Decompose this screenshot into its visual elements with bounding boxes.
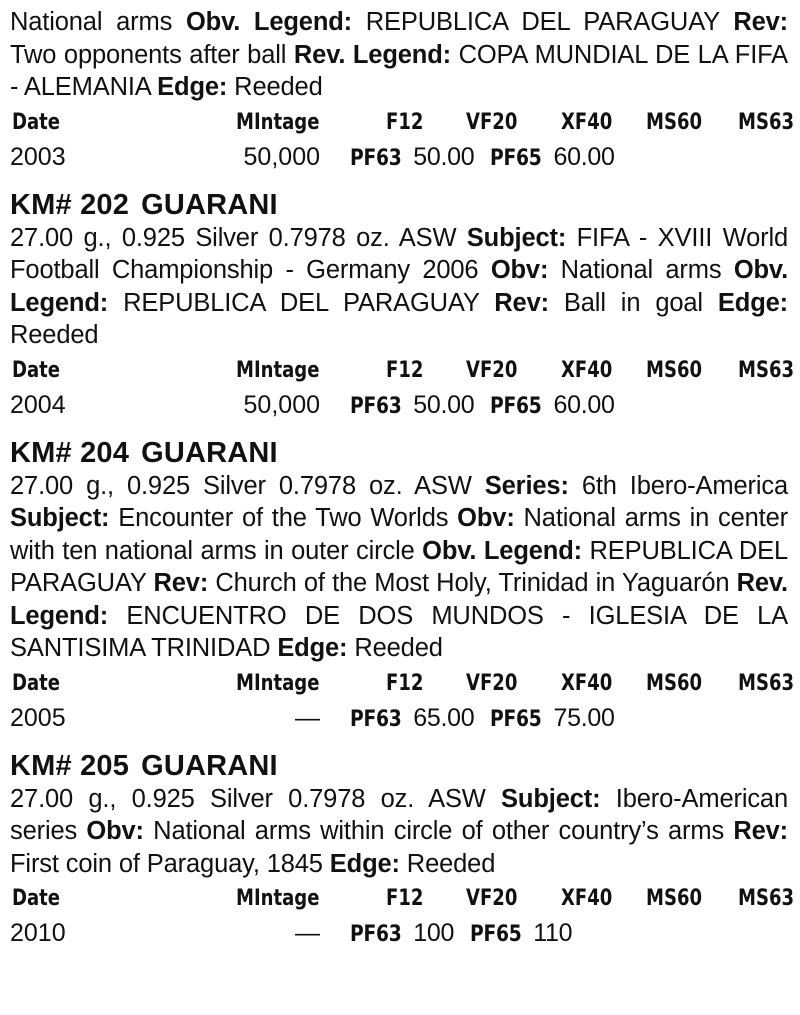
mintage-table bbox=[10, 354, 795, 422]
header-ms63: MS63 bbox=[738, 670, 795, 696]
entry-description bbox=[10, 783, 788, 881]
mintage-table bbox=[10, 667, 795, 735]
row-date: 2004 bbox=[10, 390, 66, 419]
pf65-value: 60.00 bbox=[553, 390, 615, 419]
field-label: Rev: bbox=[733, 8, 788, 36]
field-label: Obv. Legend: bbox=[422, 536, 582, 565]
pf63-label: PF63 bbox=[350, 393, 402, 419]
header-date: Date bbox=[12, 670, 61, 696]
field-label: Rev: bbox=[733, 817, 788, 845]
field-label: Subject: bbox=[501, 784, 601, 813]
pf63-value: 50.00 bbox=[413, 142, 475, 171]
field-text: FIFA - XVIII World Football Championship - Germany 2006 bbox=[10, 223, 788, 284]
entry-description bbox=[10, 6, 788, 104]
row-proof-prices bbox=[350, 918, 572, 950]
field-label: Rev: bbox=[153, 569, 209, 597]
field-label: Obv: bbox=[457, 504, 515, 532]
header-ms60: MS60 bbox=[646, 109, 703, 135]
field-label: Rev: bbox=[494, 288, 549, 317]
field-text: REPUBLICA DEL PARAGUAY bbox=[108, 288, 495, 317]
entry-description bbox=[10, 470, 788, 665]
entry-description bbox=[10, 222, 788, 352]
field-text: 27.00 g., 0.925 Silver 0.7978 oz. ASW bbox=[10, 223, 467, 252]
field-text: National arms bbox=[10, 8, 186, 36]
header-xf40: XF40 bbox=[561, 670, 613, 696]
pf63-label: PF63 bbox=[350, 706, 402, 732]
field-text: Ball in goal bbox=[548, 288, 718, 317]
field-text: ENCUENTRO DE DOS MUNDOS - IGLESIA DE LA SANTISIMA TRINIDAD bbox=[10, 601, 788, 662]
catalog-entry-km-204 bbox=[10, 436, 795, 735]
entry-km-number: KM# 204 bbox=[10, 436, 130, 469]
field-text: Reeded bbox=[399, 849, 496, 878]
field-label: Edge: bbox=[277, 634, 348, 662]
pf65-label: PF65 bbox=[490, 706, 542, 732]
pf63-value: 65.00 bbox=[413, 703, 475, 732]
row-mintage: 50,000 bbox=[243, 390, 320, 419]
header-f12: F12 bbox=[386, 670, 424, 696]
field-text: Ibero-American series bbox=[10, 784, 788, 845]
entry-title bbox=[10, 436, 788, 470]
field-text: First coin of Paraguay, 1845 bbox=[10, 849, 330, 878]
header-xf40: XF40 bbox=[561, 109, 613, 135]
pf65-value: 110 bbox=[533, 919, 573, 947]
header-xf40: XF40 bbox=[561, 357, 613, 383]
header-f12: F12 bbox=[386, 109, 424, 135]
field-text: National arms bbox=[548, 256, 734, 284]
row-date: 2005 bbox=[10, 703, 66, 732]
field-text: COPA MUNDIAL DE LA FIFA - ALEMANIA bbox=[10, 40, 789, 101]
row-date: 2003 bbox=[10, 142, 66, 171]
header-vf20: VF20 bbox=[466, 357, 518, 383]
field-label: Obv: bbox=[86, 817, 144, 845]
field-text: REPUBLICA DEL PARAGUAY bbox=[10, 536, 788, 597]
header-mintage: MIntage bbox=[236, 886, 320, 911]
pf65-label: PF65 bbox=[490, 145, 542, 171]
field-label: Obv. Legend: bbox=[10, 256, 788, 317]
row-mintage: 50,000 bbox=[243, 142, 320, 171]
header-date: Date bbox=[12, 886, 61, 911]
header-xf40: XF40 bbox=[561, 886, 613, 911]
row-proof-prices bbox=[350, 703, 615, 735]
pf63-label: PF63 bbox=[350, 922, 402, 947]
pf65-value: 75.00 bbox=[553, 703, 615, 732]
field-label: Obv: bbox=[490, 256, 549, 284]
pf63-label: PF63 bbox=[350, 145, 402, 171]
row-proof-prices bbox=[350, 142, 615, 174]
field-label: Edge: bbox=[717, 288, 788, 317]
header-ms63: MS63 bbox=[738, 109, 795, 135]
field-label: Rev. Legend: bbox=[293, 40, 451, 69]
field-text: REPUBLICA DEL PARAGUAY bbox=[352, 8, 734, 36]
field-label: Edge: bbox=[157, 73, 228, 101]
field-label: Subject: bbox=[466, 223, 567, 252]
header-ms63: MS63 bbox=[738, 886, 795, 911]
row-mintage: — bbox=[295, 703, 320, 732]
field-text: Reeded bbox=[227, 73, 323, 101]
header-ms60: MS60 bbox=[646, 886, 703, 911]
entry-km-number: KM# 205 bbox=[10, 749, 130, 782]
field-text: 6th Ibero-America bbox=[568, 471, 788, 500]
row-mintage: — bbox=[295, 919, 320, 947]
entry-denomination: GUARANI bbox=[141, 436, 278, 469]
entry-title bbox=[10, 188, 788, 222]
entry-denomination: GUARANI bbox=[141, 749, 278, 782]
header-mintage: MIntage bbox=[236, 109, 320, 135]
entry-title bbox=[10, 749, 788, 783]
row-proof-prices bbox=[350, 390, 615, 422]
field-text: Encounter of the Two Worlds bbox=[109, 504, 458, 532]
catalog-entry-km-205 bbox=[10, 749, 795, 951]
field-text: Reeded bbox=[347, 634, 443, 662]
header-mintage: MIntage bbox=[236, 670, 320, 696]
header-ms60: MS60 bbox=[646, 670, 703, 696]
header-vf20: VF20 bbox=[466, 109, 518, 135]
pf65-value: 60.00 bbox=[553, 142, 615, 171]
pf65-label: PF65 bbox=[470, 922, 522, 947]
entry-denomination: GUARANI bbox=[141, 188, 278, 221]
mintage-table bbox=[10, 106, 795, 174]
header-vf20: VF20 bbox=[466, 886, 518, 911]
field-label: Series: bbox=[484, 471, 569, 500]
header-f12: F12 bbox=[386, 886, 424, 911]
header-ms60: MS60 bbox=[646, 357, 703, 383]
header-vf20: VF20 bbox=[466, 670, 518, 696]
header-date: Date bbox=[12, 357, 61, 383]
field-text: Reeded bbox=[10, 321, 99, 349]
field-text: Church of the Most Holy, Trinidad in Yaguarón bbox=[208, 569, 737, 597]
field-label: Subject: bbox=[10, 504, 110, 532]
header-date: Date bbox=[12, 109, 61, 135]
header-f12: F12 bbox=[386, 357, 424, 383]
header-ms63: MS63 bbox=[738, 357, 795, 383]
field-text: National arms in center with ten national arms in outer circle bbox=[10, 504, 788, 565]
field-text: 27.00 g., 0.925 Silver 0.7978 oz. ASW bbox=[10, 784, 502, 813]
row-date: 2010 bbox=[10, 919, 66, 947]
field-text: National arms within circle of other country’s arms bbox=[143, 817, 734, 845]
catalog-entry-km-202 bbox=[10, 188, 795, 422]
mintage-table bbox=[10, 882, 795, 950]
pf63-value: 100 bbox=[413, 919, 455, 947]
catalog-entry-km-201-continuation bbox=[10, 6, 795, 174]
header-mintage: MIntage bbox=[236, 357, 320, 383]
field-label: Edge: bbox=[329, 849, 400, 878]
field-label: Rev. Legend: bbox=[10, 569, 788, 630]
entry-km-number: KM# 202 bbox=[10, 188, 130, 221]
field-label: Obv. Legend: bbox=[185, 8, 353, 36]
field-text: 27.00 g., 0.925 Silver 0.7978 oz. ASW bbox=[10, 471, 485, 500]
field-text: Two opponents after ball bbox=[10, 40, 294, 69]
pf63-value: 50.00 bbox=[413, 390, 475, 419]
pf65-label: PF65 bbox=[490, 393, 542, 419]
